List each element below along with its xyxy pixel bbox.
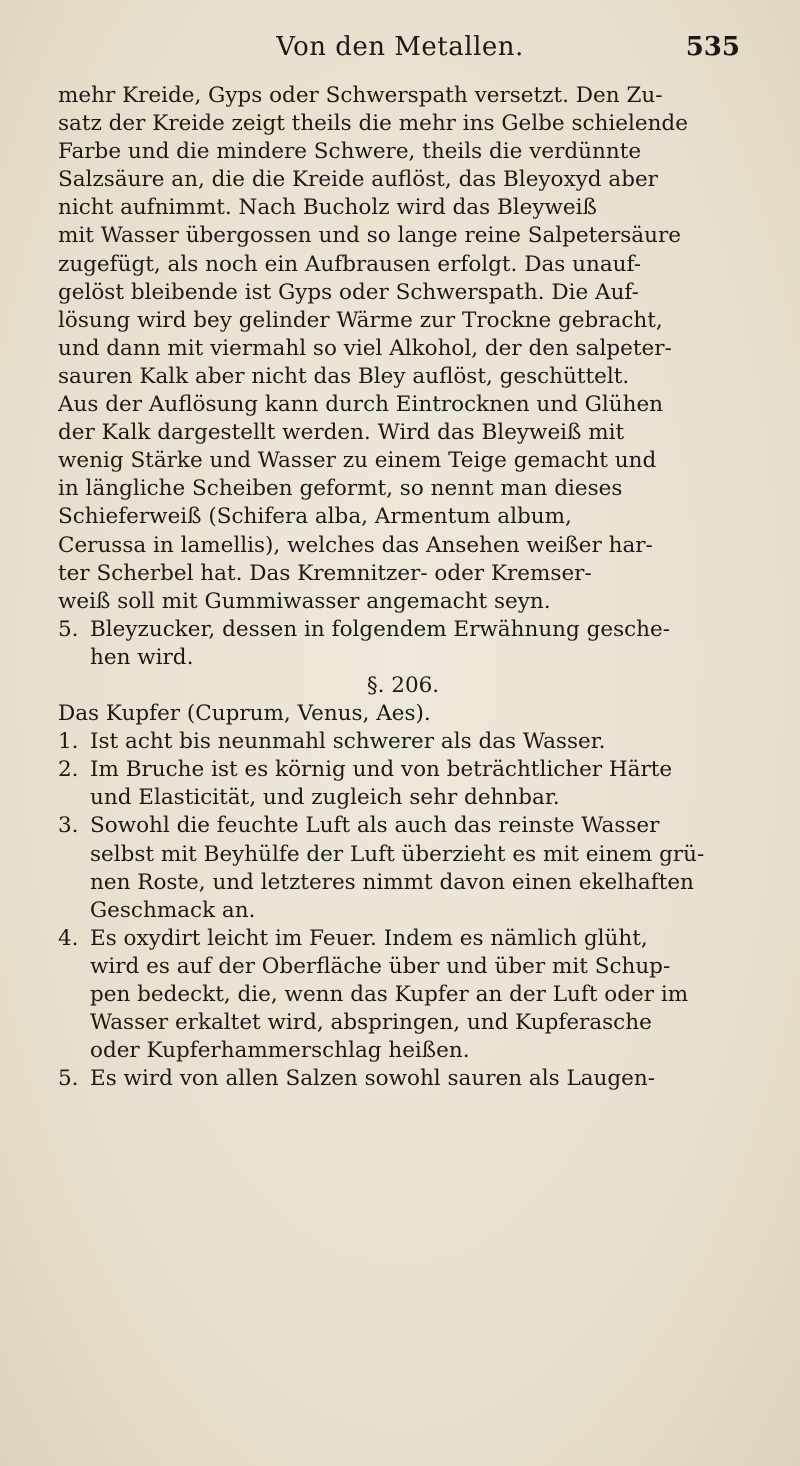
text-line: lösung wird bey gelinder Wärme zur Trockne gebracht,: [58, 307, 663, 333]
page-number: 535: [685, 32, 740, 62]
item-number: 2.: [58, 757, 79, 783]
text-line: mit Wasser übergossen und so lange reine Salpetersäure: [58, 223, 681, 249]
item-number: 3.: [58, 813, 79, 839]
list-item-line: selbst mit Beyhülfe der Luft überzieht es mit einem grü-: [90, 841, 705, 867]
list-item-line: hen wird.: [90, 644, 194, 670]
text-line: zugefügt, als noch ein Aufbrausen erfolgt. Das unauf-: [58, 251, 641, 277]
item-number: 4.: [58, 925, 79, 951]
list-item-line: nen Roste, und letzteres nimmt davon einen ekelhaften: [90, 869, 694, 895]
item-number: 1.: [58, 729, 79, 755]
list-item-line: [58, 1065, 748, 1093]
list-item-line: Geschmack an.: [90, 897, 256, 923]
section-number: §. 206.: [366, 672, 440, 698]
item-text: Im Bruche ist es körnig und von beträchtlicher Härte: [90, 757, 673, 783]
item-number: 5.: [58, 616, 79, 642]
text-line: Farbe und die mindere Schwere, theils die verdünnte: [58, 139, 642, 165]
text-line: Aus der Auflösung kann durch Eintrocknen und Glühen: [58, 392, 664, 418]
item-text: Sowohl die feuchte Luft als auch das reinste Wasser: [90, 813, 660, 839]
text-line: nicht aufnimmt. Nach Bucholz wird das Bleyweiß: [58, 195, 597, 221]
text-line: ter Scherbel hat. Das Kremnitzer- oder Kremser-: [58, 560, 592, 586]
running-title: Von den Metallen.: [276, 32, 524, 62]
list-item-line: und Elasticität, und zugleich sehr dehnbar.: [90, 785, 560, 811]
text-line: satz der Kreide zeigt theils die mehr ins Gelbe schielende: [58, 111, 688, 137]
text-line: weiß soll mit Gummiwasser angemacht seyn.: [58, 588, 551, 614]
text-line: und dann mit viermahl so viel Alkohol, der den salpeter-: [58, 335, 672, 361]
text-line: gelöst bleibende ist Gyps oder Schwerspath. Die Auf-: [58, 279, 639, 305]
text-line: Salzsäure an, die die Kreide auflöst, das Bleyoxyd aber: [58, 167, 658, 193]
list-item-line: oder Kupferhammerschlag heißen.: [90, 1038, 470, 1064]
list-item-line: wird es auf der Oberfläche über und über mit Schup-: [90, 953, 671, 979]
list-item-line: [58, 616, 748, 644]
item-number: 5.: [58, 1066, 79, 1092]
text-line: der Kalk dargestellt werden. Wird das Bleyweiß mit: [58, 420, 625, 446]
body-text: [58, 82, 748, 1093]
list-item-line: [58, 756, 748, 784]
section-heading: Das Kupfer (Cuprum, Venus, Aes).: [58, 701, 431, 727]
item-text: Ist acht bis neunmahl schwerer als das Wasser.: [90, 729, 606, 755]
text-line: sauren Kalk aber nicht das Bley auflöst, geschüttelt.: [58, 363, 630, 389]
list-item-line: [58, 728, 748, 756]
text-line: in längliche Scheiben geformt, so nennt man dieses: [58, 476, 623, 502]
text-line: wenig Stärke und Wasser zu einem Teige gemacht und: [58, 448, 657, 474]
page-header: [0, 32, 800, 72]
item-text: Es oxydirt leicht im Feuer. Indem es nämlich glüht,: [90, 925, 648, 951]
item-text: Es wird von allen Salzen sowohl sauren als Laugen-: [90, 1066, 655, 1092]
list-item-line: [58, 925, 748, 953]
list-item-line: Wasser erkaltet wird, abspringen, und Kupferasche: [90, 1010, 652, 1036]
item-text: Bleyzucker, dessen in folgendem Erwähnung gesche-: [90, 616, 671, 642]
list-item-line: pen bedeckt, die, wenn das Kupfer an der Luft oder im: [90, 982, 689, 1007]
list-item-line: [58, 812, 748, 840]
text-line: mehr Kreide, Gyps oder Schwerspath versetzt. Den Zu-: [58, 83, 663, 108]
text-line: Cerussa in lamellis), welches das Ansehen weißer har-: [58, 532, 653, 558]
text-line: Schieferweiß (Schifera alba, Armentum album,: [58, 504, 572, 530]
